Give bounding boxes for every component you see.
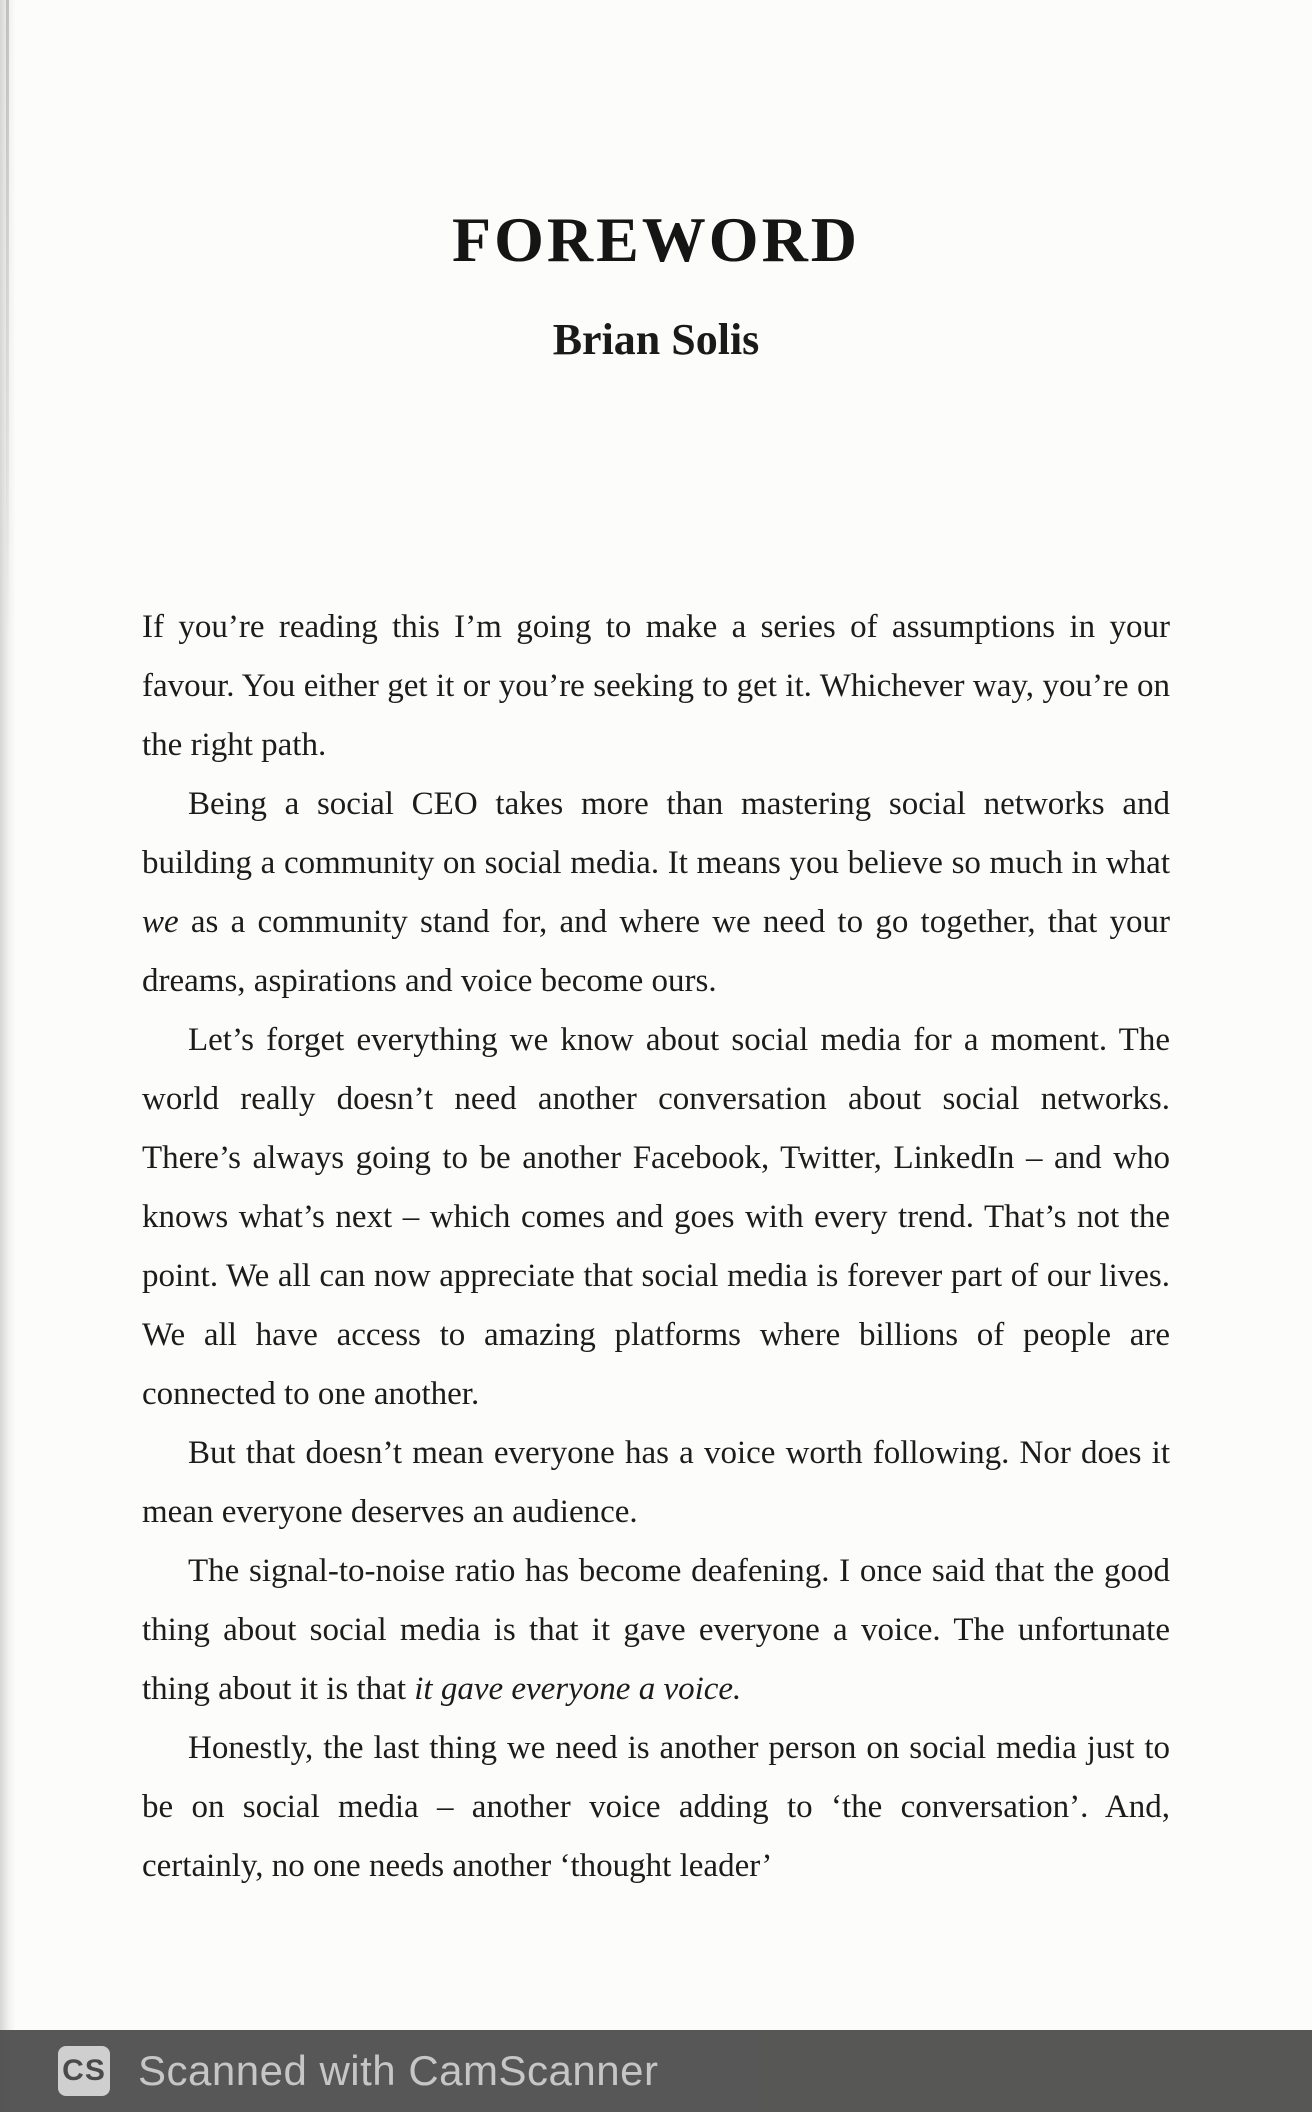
paragraph — [142, 1542, 1170, 1719]
italic-text: we — [142, 904, 179, 940]
page-title: FOREWORD — [452, 204, 860, 275]
paragraph — [142, 1719, 1170, 1896]
body-text — [142, 598, 1170, 1896]
paragraph — [142, 598, 1170, 775]
paragraph — [142, 1011, 1170, 1424]
text-run: Honestly, the last thing we need is another person on social media just to be on social media – another voice adding to ‘the conversation’. And, certainly, no one needs another ‘thought leader’ — [142, 1730, 1170, 1884]
author-name: Brian Solis — [552, 315, 760, 364]
text-run: If you’re reading this I’m going to make a series of assumptions in your favour. You either get it or you’re seeking to get it. Whichever way, you’re on the right path. — [142, 609, 1170, 763]
paragraph — [142, 775, 1170, 1011]
text-run: The signal-to-noise ratio has become deafening. I once said that the good thing about social media is that it gave everyone a voice. The unfortunate thing about it is that — [142, 1553, 1170, 1707]
camscanner-label: Scanned with CamScanner — [138, 2047, 659, 2094]
italic-text: it gave everyone a voice. — [414, 1671, 742, 1707]
text-run: as a community stand for, and where we need to go together, that your dreams, aspirations and voice become ours. — [142, 904, 1170, 999]
text-run: Being a social CEO takes more than mastering social networks and building a community on social media. It means you believe so much in what — [142, 786, 1170, 881]
paragraph — [142, 1424, 1170, 1542]
text-run: But that doesn’t mean everyone has a voice worth following. Nor does it mean everyone deserves an audience. — [142, 1435, 1170, 1530]
text-run: Let’s forget everything we know about social media for a moment. The world really doesn’t need another conversation about social networks. There’s always going to be another Facebook, Twitter, LinkedIn – and who knows what’s next – which comes and goes with every trend. That’s not the point. We all can now appreciate that social media is forever part of our lives. We all have access to amazing platforms where billions of people are connected to one another. — [142, 1022, 1170, 1412]
camscanner-watermark-bar — [0, 2030, 1312, 2112]
camscanner-logo-icon: CS — [58, 2046, 110, 2096]
